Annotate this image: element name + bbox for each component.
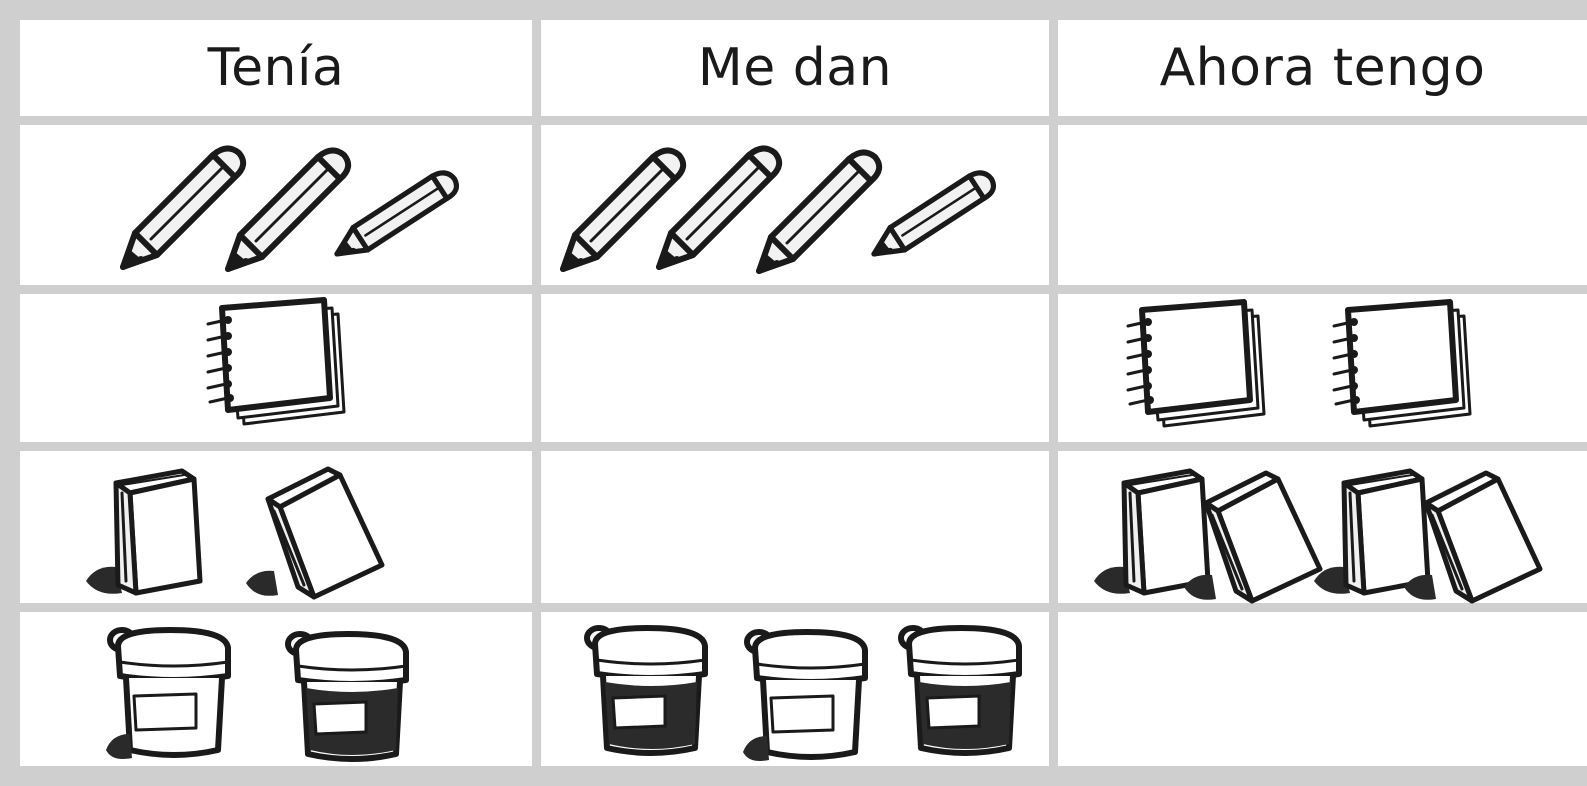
notebook-icon (1118, 296, 1278, 436)
cell-notebooks-tenia (20, 294, 532, 442)
cell-jars-tenia (20, 612, 532, 766)
paint-jar-icon (282, 626, 422, 766)
notebook-group-tenia (20, 294, 532, 442)
header-cell-me-dan (541, 20, 1049, 116)
header-cell-ahora-tengo (1058, 20, 1587, 116)
notebook-group-ahora-tengo (1058, 294, 1587, 442)
pencil-group-tenia (20, 125, 532, 285)
cell-notebooks-me-dan (541, 294, 1049, 442)
notebook-icon (198, 294, 358, 434)
cell-pencils-tenia (20, 125, 532, 285)
jar-group-tenia (20, 612, 532, 766)
notebook-icon (1324, 296, 1484, 436)
book-icon (244, 455, 394, 605)
cell-books-tenia (20, 451, 532, 603)
cell-jars-ahora-tengo (1058, 612, 1587, 766)
book-group-ahora-tengo (1058, 451, 1587, 603)
book-icon (1402, 459, 1552, 609)
book-icon (82, 453, 232, 603)
cell-books-me-dan (541, 451, 1049, 603)
cell-pencils-me-dan (541, 125, 1049, 285)
cell-books-ahora-tengo (1058, 451, 1587, 603)
jar-group-me-dan (541, 612, 1049, 766)
header-me-dan: Me dan (697, 38, 893, 98)
cell-pencils-ahora-tengo (1058, 125, 1587, 285)
paint-jar-icon (741, 624, 881, 764)
header-ahora-tengo: Ahora tengo (1159, 38, 1486, 98)
pencil-group-me-dan (541, 125, 1049, 285)
paint-jar-icon (895, 620, 1035, 760)
paint-jar-icon (104, 622, 244, 762)
cell-jars-me-dan (541, 612, 1049, 766)
paint-jar-icon (581, 620, 721, 760)
cell-notebooks-ahora-tengo (1058, 294, 1587, 442)
header-cell-tenia (20, 20, 532, 116)
header-tenia: Tenía (207, 38, 345, 98)
book-group-tenia (20, 451, 532, 603)
